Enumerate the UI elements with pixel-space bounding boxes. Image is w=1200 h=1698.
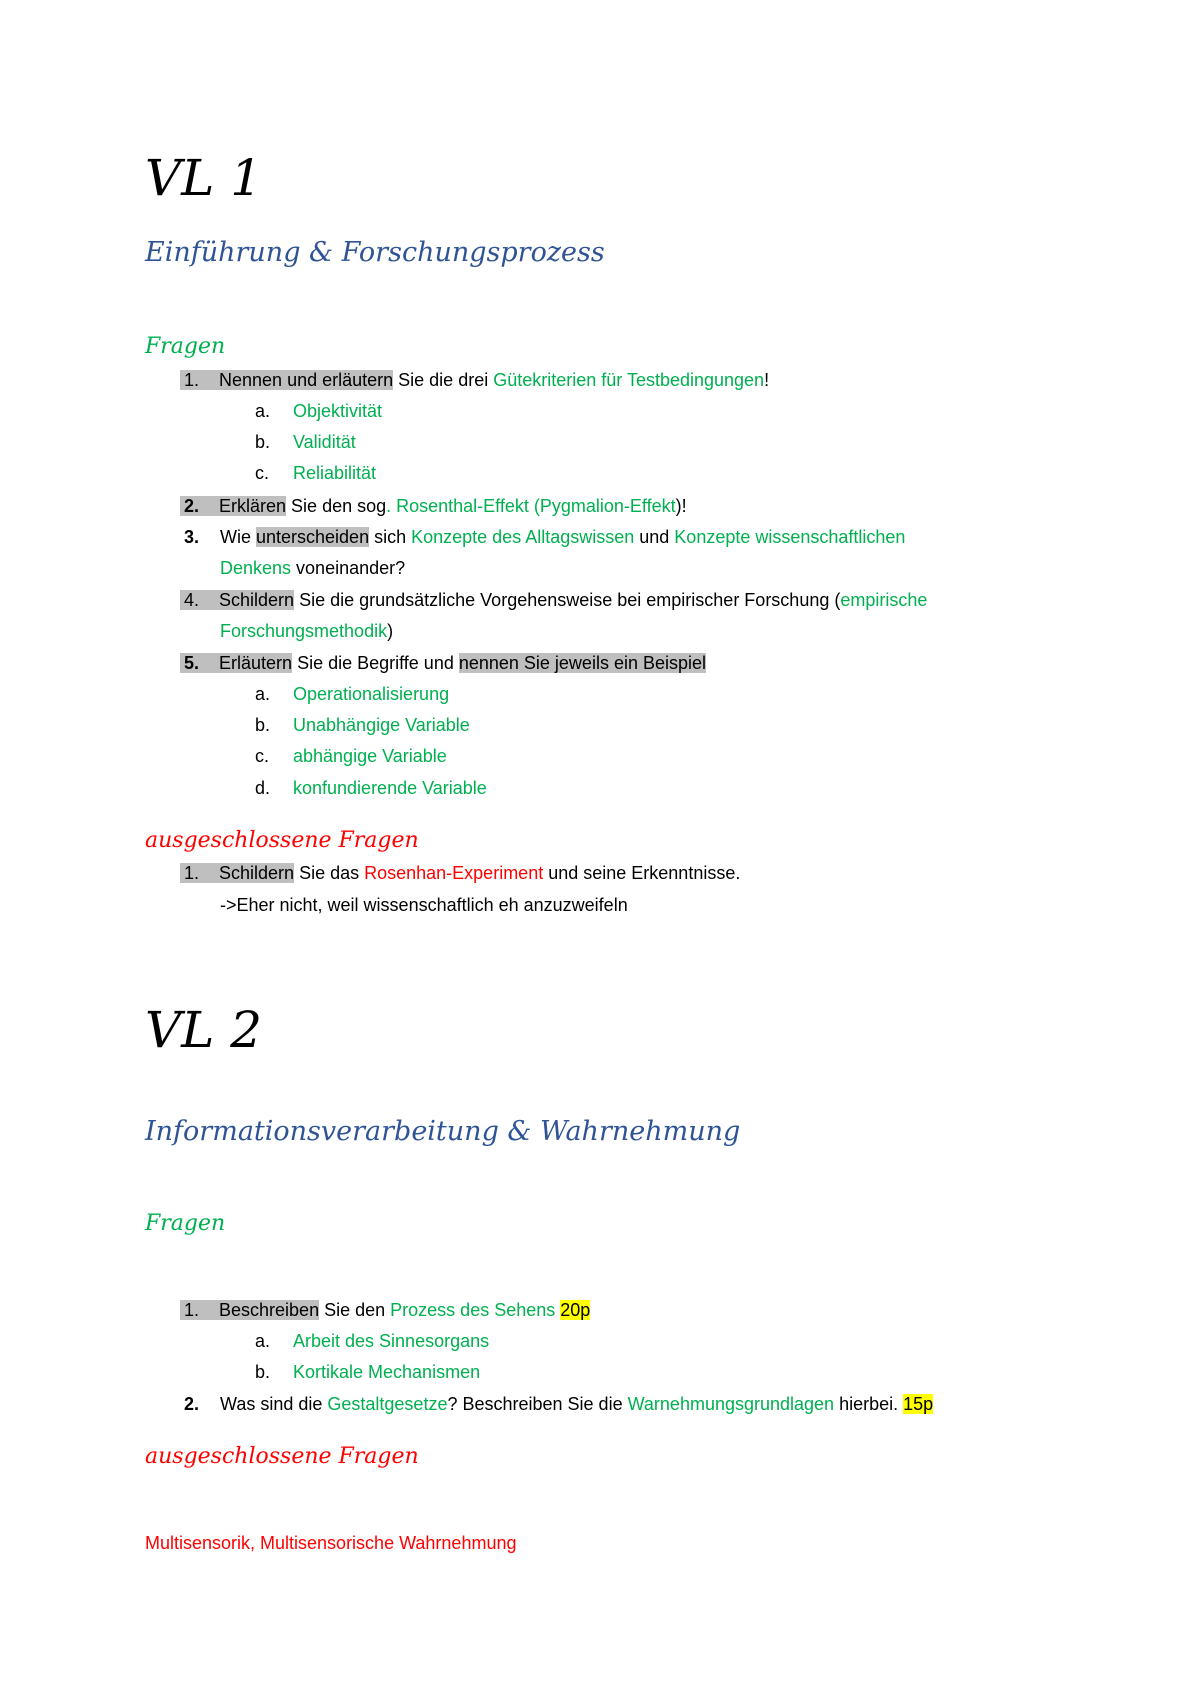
vl2-q1-sub-b-text: Kortikale Mechanismen <box>293 1362 481 1382</box>
vl2-title: VL 2 <box>145 1001 263 1059</box>
vl2-fragen-heading: Fragen <box>145 1211 226 1236</box>
vl2-q1-sub-a: a. <box>255 1331 271 1351</box>
vl1-q5-sub-a: a. <box>255 684 271 704</box>
question-number: 2. <box>184 1394 200 1414</box>
vl1-q5-sub-c-text: abhängige Variable <box>293 746 447 766</box>
vl1-q1-sub-a-text: Objektivität <box>293 401 383 421</box>
question-number: 2. <box>180 496 219 516</box>
vl1-question-1: 1. Nennen und erläutern Sie die drei Gütekriterien für Testbedingungen! <box>180 367 769 393</box>
vl2-q1-sub-a-text: Arbeit des Sinnesorgans <box>293 1331 490 1351</box>
vl1-excluded-note: ->Eher nicht, weil wissenschaftlich eh anzuzweifeln <box>220 895 628 915</box>
vl2-question-2: 2. Was sind die Gestaltgesetze? Beschreiben Sie die Warnehmungsgrundlagen hierbei. 15p <box>184 1391 933 1417</box>
question-number: 4. <box>180 590 219 610</box>
vl2-subtitle: Informationsverarbeitung & Wahrnehmung <box>145 1116 741 1147</box>
vl1-q1-sub-b-text: Validität <box>293 432 356 452</box>
vl1-q5-sub-b: b. <box>255 715 271 735</box>
question-number: 1. <box>180 370 219 390</box>
question-number: 1. <box>180 1300 219 1320</box>
question-number: 5. <box>180 653 219 673</box>
vl1-q5-sub-d: d. <box>255 778 271 798</box>
points-badge: 20p <box>560 1300 591 1320</box>
vl1-q1-sub-a: a. <box>255 401 271 421</box>
vl1-q5-sub-c: c. <box>255 746 270 766</box>
vl1-title: VL 1 <box>145 149 263 207</box>
vl1-excluded-question-1: 1. Schildern Sie das Rosenhan-Experiment und seine Erkenntnisse. <box>180 860 740 886</box>
vl1-question-4: 4. Schildern Sie die grundsätzliche Vorgehensweise bei empirischer Forschung (empirische <box>180 587 927 613</box>
vl1-q1-sub-c-text: Reliabilität <box>293 463 377 483</box>
vl1-q1-sub-b: b. <box>255 432 271 452</box>
vl1-q5-sub-b-text: Unabhängige Variable <box>293 715 470 735</box>
question-number: 3. <box>184 527 200 547</box>
vl1-q5-sub-a-text: Operationalisierung <box>293 684 450 704</box>
vl1-question-2: 2. Erklären Sie den sog. Rosenthal-Effekt (Pygmalion-Effekt)! <box>180 493 687 519</box>
vl1-q1-sub-c: c. <box>255 463 270 483</box>
vl1-fragen-heading: Fragen <box>145 334 226 359</box>
vl1-question-3: 3. Wie unterscheiden sich Konzepte des Alltagswissen und Konzepte wissenschaftlichen <box>184 524 905 550</box>
vl1-question-4-cont: Forschungsmethodik) <box>220 621 394 641</box>
vl2-q1-sub-b: b. <box>255 1362 271 1382</box>
vl1-excluded-heading: ausgeschlossene Fragen <box>145 828 419 853</box>
vl1-question-5: 5. Erläutern Sie die Begriffe und nennen Sie jeweils ein Beispiel <box>180 650 706 676</box>
vl1-question-3-cont: Denkens voneinander? <box>220 558 406 578</box>
points-badge: 15p <box>903 1394 934 1414</box>
vl2-question-1: 1. Beschreiben Sie den Prozess des Sehens 20p <box>180 1297 590 1323</box>
question-number: 1. <box>180 863 219 883</box>
vl2-excluded-note: Multisensorik, Multisensorische Wahrnehmung <box>145 1533 517 1553</box>
vl1-subtitle: Einführung & Forschungsprozess <box>145 237 605 268</box>
vl1-q5-sub-d-text: konfundierende Variable <box>293 778 487 798</box>
vl2-excluded-heading: ausgeschlossene Fragen <box>145 1444 419 1469</box>
